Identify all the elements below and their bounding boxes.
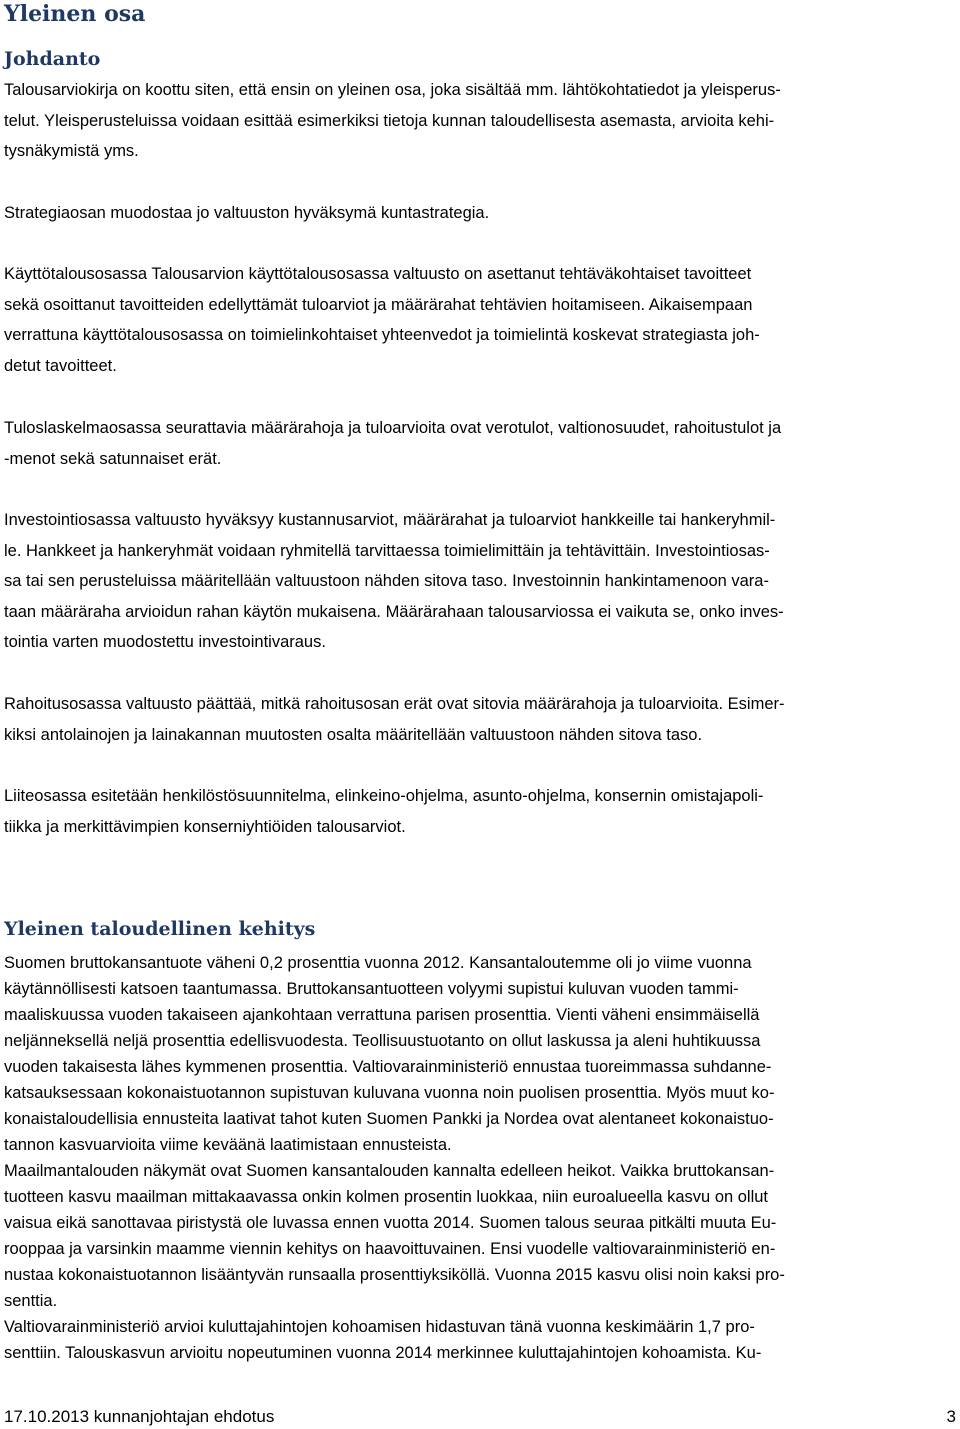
text-line: Suomen bruttokansantuote väheni 0,2 prosenttia vuonna 2012. Kansantaloutemme oli jo viime vuonna [4,954,752,972]
text-line: Maailmantalouden näkymät ovat Suomen kansantalouden kannalta edelleen heikot. Vaikka bruttokansan- [4,1162,775,1180]
text-line: neljänneksellä neljä prosenttia edellisvuodesta. Teollisuustuotanto on ollut laskussa ja aleni huhtikuussa [4,1032,761,1050]
footer-date: 17.10.2013 kunnanjohtajan ehdotus [4,1407,275,1426]
text-line: tointia varten muodostettu investointivaraus. [4,633,326,651]
text-line: tiikka ja merkittävimpien konserniyhtiöiden talousarviot. [4,817,406,836]
text-line: Valtiovarainministeriö arvioi kuluttajahintojen kohoamisen hidastuvan tänä vuonna keskimäärin 1,7 pro- [4,1318,755,1336]
text-line: kiksi antolainojen ja lainakannan muutosten osalta määritellään valtuustoon nähden sitova taso. [4,725,703,744]
text-line: käytännöllisesti katsoen taantumassa. Bruttokansantuotteen volyymi supistui kuluvan vuoden tammi- [4,980,739,998]
text-line: Tuloslaskelmaosassa seurattavia määrärahoja ja tuloarvioita ovat verotulot, valtionosuudet, rahoitustulot ja [4,419,782,437]
text-line: -menot sekä satunnaiset erät. [4,449,222,468]
text-line: tannon kasvuarvioita viime keväänä laatimistaan ennusteista. [4,1136,452,1154]
paragraph-economy [4,950,959,1366]
text-line: sekä osoittanut tavoitteiden edellyttämät tuloarviot ja määrärahat tehtävien hoitamiseen. Aikaisempaan [4,295,753,314]
text-line: vaisua eikä sanottavaa piristystä ole luvassa ennen vuotta 2014. Suomen talous seuraa pitkälti muuta Eu- [4,1214,777,1232]
text-line: senttiin. Talouskasvun arvioitu nopeutuminen vuonna 2014 merkinnee kuluttajahintojen kohoamista. Ku- [4,1344,762,1362]
text-line: sa tai sen perusteluissa määritellään valtuustoon nähden sitova taso. Investoinnin hankintamenoon vara- [4,572,769,590]
text-line: katsauksessaan kokonaistuotannon supistuvan kuluvana vuonna noin puolisen prosenttia. Myös muut ko- [4,1084,775,1102]
text-line: telut. Yleisperusteluissa voidaan esittää esimerkiksi tietoja kunnan taloudellisesta asemasta, arvioita kehi- [4,111,775,130]
paragraph-intro [4,75,959,167]
text-line: Liiteosassa esitetään henkilöstösuunnitelma, elinkeino-ohjelma, asunto-ohjelma, konsernin omistajapoli- [4,787,764,805]
text-line: taan määräraha arvioidun rahan käytön mukaisena. Määrärahaan talousarviossa ei vaikuta se, onko inves- [4,602,784,621]
text-line: rooppaa ja varsinkin maamme viennin kehitys on haavoittuvainen. Ensi vuodelle valtiovarainministeriö en- [4,1240,776,1258]
page-number: 3 [946,1407,956,1426]
paragraph-operating-budget [4,259,959,381]
text-line: vuoden takaisesta lähes kymmenen prosenttia. Valtiovarainministeriö ennustaa tuoreimmassa suhdanne- [4,1058,772,1076]
paragraph-strategy [4,198,959,229]
text-line: Investointiosassa valtuusto hyväksyy kustannusarviot, määrärahat ja tuloarviot hankkeille tai hankeryhmil- [4,511,776,529]
text-line: tysnäkymistä yms. [4,142,139,160]
section-heading-economy: Yleinen taloudellinen kehitys [4,918,316,940]
page-title: Yleinen osa [4,1,146,27]
text-line: konaistaloudellisia ennusteita laativat tahot kuten Suomen Pankki ja Nordea ovat alentaneet kokonaistuo- [4,1110,774,1128]
text-line: verrattuna käyttötalousosassa on toimielinkohtaiset yhteenvedot ja toimielintä koskevat strategiasta joh- [4,326,760,344]
text-line: le. Hankkeet ja hankeryhmät voidaan ryhmitellä tarvittaessa toimielimittäin ja tehtävittäin. Investointiosas- [4,541,770,560]
paragraph-income-statement [4,413,959,474]
text-line: Strategiaosan muodostaa jo valtuuston hyväksymä kuntastrategia. [4,204,490,222]
paragraph-appendix [4,781,959,842]
text-line: Rahoitusosassa valtuusto päättää, mitkä rahoitusosan erät ovat sitovia määrärahoja ja tuloarvioita. Esimer- [4,695,785,713]
text-line: senttia. [4,1292,58,1310]
text-line: detut tavoitteet. [4,356,117,375]
text-line: Talousarviokirja on koottu siten, että ensin on yleinen osa, joka sisältää mm. lähtökohtatiedot ja yleisperus- [4,81,781,99]
document-page [4,0,956,1429]
section-heading-johdanto: Johdanto [4,48,101,70]
text-line: tuotteen kasvu maailman mittakaavassa onkin kolmen prosentin luokkaa, niin euroalueella kasvu on ollut [4,1188,769,1206]
text-line: maaliskuussa vuoden takaiseen ajankohtaan verrattuna parisen prosenttia. Vienti väheni ensimmäisellä [4,1006,760,1024]
text-line: Käyttötalousosassa Talousarvion käyttötalousosassa valtuusto on asettanut tehtäväkohtaiset tavoitteet [4,265,752,283]
paragraph-financing [4,689,959,750]
paragraph-investments [4,505,959,658]
text-line: nustaa kokonaistuotannon lisääntyvän runsaalla prosenttiyksiköllä. Vuonna 2015 kasvu olisi noin kaksi pro- [4,1266,785,1284]
